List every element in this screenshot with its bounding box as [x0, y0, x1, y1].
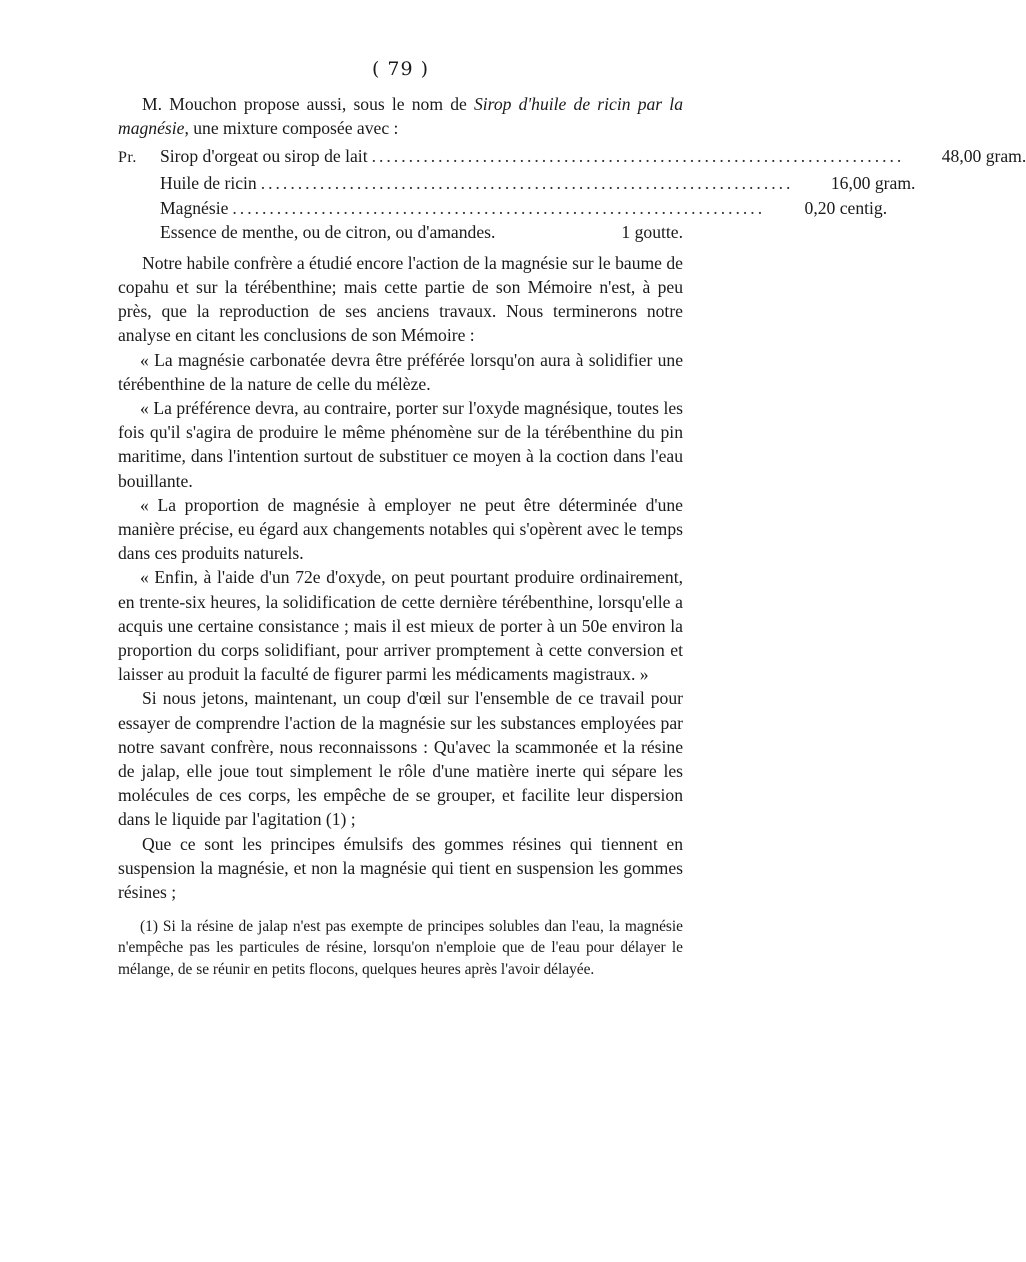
intro-text: M. Mouchon propose aussi, sous le nom de — [142, 94, 474, 114]
recipe-row — [118, 144, 1026, 171]
ingredient-name: Sirop d'orgeat ou sirop de lait — [160, 146, 368, 167]
intro-text-end: , une mixture composée avec : — [184, 118, 399, 139]
footnote-separator — [118, 904, 683, 916]
quote-paragraph: « La magnésie carbonatée devra être préférée lorsqu'on aura à solidifier une térébenthine de la nature de celle du mélèze. — [118, 349, 683, 394]
intro-paragraph — [118, 92, 683, 140]
leader-dots: ........................................................................ — [371, 146, 905, 167]
recipe-row — [118, 171, 916, 196]
ingredient-quantity: 0,20 centig. — [804, 197, 888, 218]
body-paragraph: Notre habile confrère a étudié encore l'action de la magnésie sur le baume de copahu et sur la térébenthine; mais cette partie de son Mémoire n'est, à peu près, que la reproduction de ses anciens travaux. Nous terminerons notre analyse en citant les conclusions de son Mémoire : — [118, 252, 683, 346]
leader-dots: ........................................................................ — [260, 173, 794, 193]
footnote: (1) Si la résine de jalap n'est pas exempte de principes solubles dan l'eau, la magnésie n'empêche pas les particules de résine, lorsqu'on n'emploie que de l'eau pour délayer le mélange, de se réunir en petits flocons, quelques heures après l'avoir délayée. — [118, 918, 683, 978]
ingredient-quantity: 16,00 gram. — [830, 173, 916, 193]
quote-paragraph: « Enfin, à l'aide d'un 72e d'oxyde, on peut pourtant produire ordinairement, en trente-six heures, la solidification de cette dernière térébenthine, lorsqu'elle a acquis une certaine consistance ; mais il est mieux de porter à un 50e environ la proportion du corps solidifiant, pour arriver promptement à cette conversion et laisser au produit la faculté de figurer parmi les médicaments magistraux. » — [118, 567, 683, 685]
leader-dots: ........................................................................ — [232, 197, 766, 218]
body-paragraph: Si nous jetons, maintenant, un coup d'œil sur l'ensemble de ce travail pour essayer de comprendre l'action de la magnésie sur les substances employées par notre savant confrère, nous reconnaissons : Qu'avec la scammonée et la résine de jalap, elle joue tout simplement le rôle d'une matière inerte qui sépare les molécules de ces corps, les empêche de se grouper, et facilite leur dispersion dans le liquide par l'agitation (1) ; — [118, 688, 683, 830]
recipe-list — [118, 144, 1026, 244]
syrup-name: Sirop d'huile de ricin par la magnésie — [118, 94, 683, 139]
ingredient-name: Essence de menthe, ou de citron, ou d'amandes. — [160, 222, 496, 243]
recipe-prefix: Pr. — [118, 149, 137, 167]
ingredient-name: Huile de ricin — [160, 173, 257, 193]
body-paragraph: Que ce sont les principes émulsifs des gommes résines qui tiennent en suspension la magnésie, et non la magnésie qui tient en suspension les gommes résines ; — [118, 833, 683, 903]
document-page — [118, 58, 1026, 980]
ingredient-quantity: 48,00 gram. — [941, 146, 1026, 167]
quote-paragraph: « La proportion de magnésie à employer ne peut être déterminée d'une manière précise, eu égard aux changements notables qui s'opèrent avec le temps dans ces produits naturels. — [118, 494, 683, 564]
quote-paragraph: « La préférence devra, au contraire, porter sur l'oxyde magnésique, toutes les fois qu'il s'agira de produire le même phénomène sur de la térébenthine du pin maritime, dans l'intention surtout de substituer ce moyen à la coction dans l'eau bouillante. — [118, 398, 683, 491]
page-number: ( 79 ) — [371, 58, 430, 80]
recipe-row — [118, 220, 683, 245]
ingredient-quantity: 1 goutte. — [621, 222, 683, 243]
ingredient-name: Magnésie — [160, 197, 229, 218]
recipe-row — [118, 196, 888, 221]
